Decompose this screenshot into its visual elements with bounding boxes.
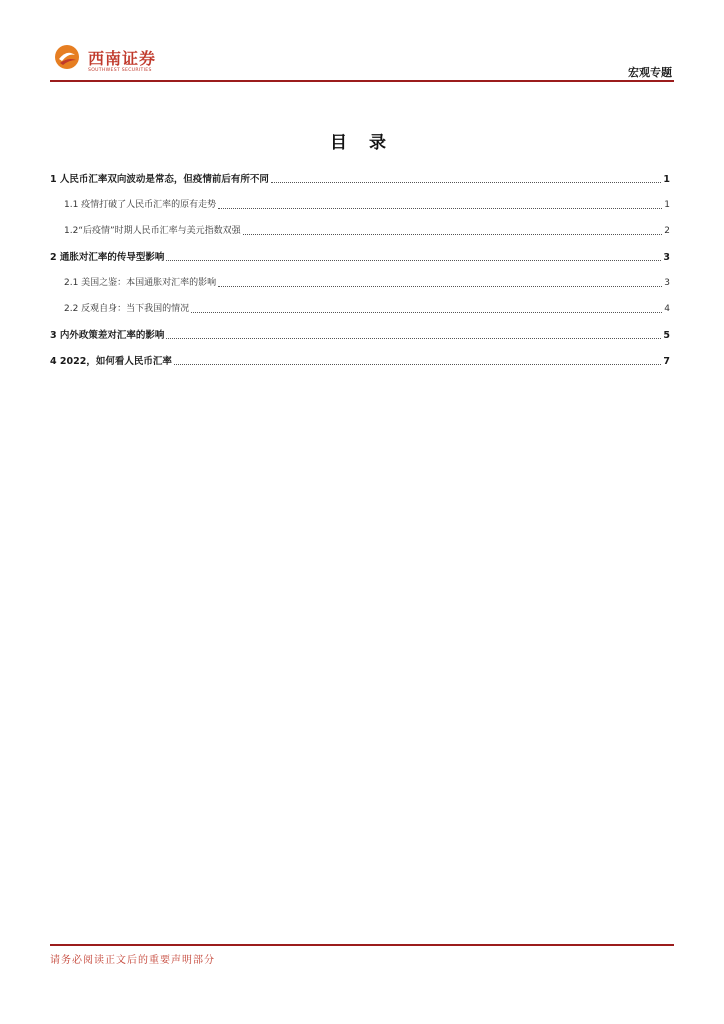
toc-page-number: 7 [663, 356, 670, 367]
toc-title: 目 录 [330, 133, 394, 153]
toc-entry[interactable] [50, 329, 670, 342]
company-logo [54, 44, 174, 78]
toc-entry-label: 1.1 疫情打破了人民币汇率的原有走势 [64, 200, 217, 210]
toc-entry[interactable] [50, 251, 670, 264]
toc-entry-label: 1.2“后疫情”时期人民币汇率与美元指数双强 [64, 226, 241, 236]
toc-leader-dots [191, 311, 662, 313]
toc-entry[interactable] [50, 277, 670, 290]
toc-page-number: 3 [664, 278, 670, 288]
toc-page-number: 1 [664, 200, 670, 210]
toc-leader-dots [218, 285, 662, 287]
report-category: 宏观专题 [628, 66, 672, 79]
toc-page-number: 3 [663, 252, 670, 263]
toc-leader-dots [243, 233, 663, 235]
toc-leader-dots [174, 363, 662, 365]
toc-entry-label: 4 2022，如何看人民币汇率 [50, 356, 172, 367]
logo-emblem-icon [54, 44, 80, 70]
toc-page-number: 2 [664, 226, 670, 236]
toc-leader-dots [166, 337, 661, 339]
toc-entry[interactable] [50, 173, 670, 186]
toc-leader-dots [218, 207, 662, 209]
toc-page-number: 4 [664, 304, 670, 314]
toc-entry[interactable] [50, 355, 670, 368]
toc-entry-label: 2.2 反观自身：当下我国的情况 [64, 304, 190, 314]
toc-entry-label: 2 通胀对汇率的传导型影响 [50, 252, 165, 263]
header-divider [50, 80, 674, 82]
toc-entry[interactable] [50, 303, 670, 316]
toc-leader-dots [166, 259, 661, 261]
table-of-contents [50, 173, 670, 381]
toc-entry[interactable] [50, 199, 670, 212]
toc-entry-label: 2.1 美国之鉴：本国通胀对汇率的影响 [64, 278, 217, 288]
toc-entry-label: 1 人民币汇率双向波动是常态，但疫情前后有所不同 [50, 174, 269, 185]
page-header [50, 40, 674, 84]
footer-divider [50, 944, 674, 946]
toc-page-number: 5 [663, 330, 670, 341]
logo-english-name: SOUTHWEST SECURITIES [88, 68, 152, 73]
logo-chinese-name: 西南证券 [88, 49, 157, 68]
toc-entry-label: 3 内外政策差对汇率的影响 [50, 330, 165, 341]
footer-disclaimer: 请务必阅读正文后的重要声明部分 [50, 955, 215, 966]
toc-page-number: 1 [663, 174, 670, 185]
toc-entry[interactable] [50, 225, 670, 238]
toc-leader-dots [271, 181, 661, 183]
